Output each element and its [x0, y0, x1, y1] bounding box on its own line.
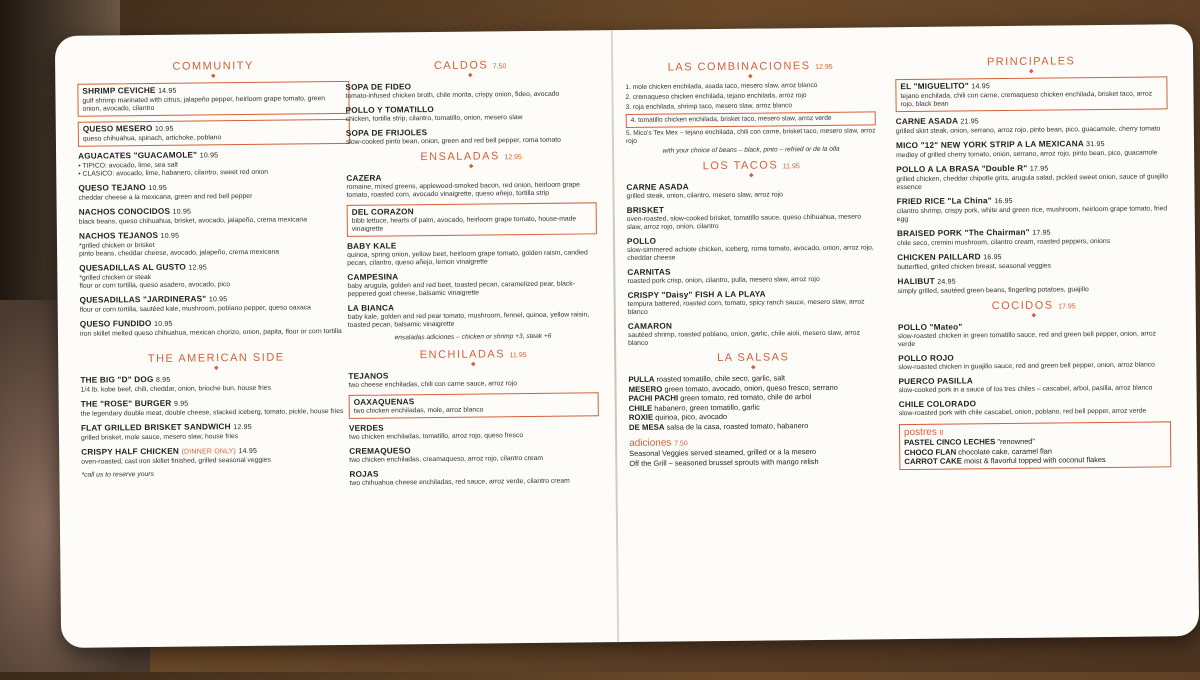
- cocidos-list: [898, 320, 1171, 418]
- menu-item: [79, 261, 351, 291]
- item-description: slow-roasted chicken in guajillo sauce, red and green bell pepper, onion, arroz blanco: [898, 361, 1155, 372]
- item-description: quinoa, spring onion, yellow beet, heirloom grape tomato, golden raisin, candied pecan, cilantro, queso añejo, lemon vinaigrette: [347, 249, 588, 267]
- item-description: bibb lettuce, hearts of palm, avocado, heirloom grape tomato, house-made vinaigrette: [351, 215, 577, 233]
- item-description: medley of grilled cherry tomato, onion, serrano, arroz rojo, pinto bean, pico, guacamole: [896, 149, 1158, 160]
- caldos-list: [345, 80, 596, 147]
- item-name-text: NACHOS TEJANOS: [78, 230, 159, 241]
- item-description: chicken, tortilla strip, cilantro, tomatillo, onion, mesero slaw: [345, 114, 523, 123]
- item-name-text: ROJAS: [349, 469, 379, 479]
- item-description: tempura battered, roasted corn, tomato, spicy ranch sauce, mesero slaw, arroz blanco: [627, 298, 865, 316]
- item-name-text: CHICKEN PAILLARD: [897, 252, 981, 263]
- item-description: roasted pork crisp, onion, cilantro, pulla, mesero slaw, arroz rojo: [627, 275, 820, 285]
- principales-list: [895, 76, 1169, 296]
- item-price: 14.95: [971, 83, 990, 91]
- item-name-text: CHILE COLORADO: [898, 399, 977, 410]
- section-ornament: ◆: [1028, 68, 1034, 75]
- item-description: grilled steak, onion, cilantro, mesero slaw, arroz rojo: [626, 191, 783, 200]
- item-name-text: FRIED RICE "La China": [896, 196, 992, 207]
- item-description: romaine, mixed greens, applewood-smoked bacon, red onion, heirloom grape tomato, roasted corn, avocado vinaigrette, queso añejo, tortilla strip: [346, 181, 580, 199]
- item-description: grilled brisket, mole sauce, mesero slaw, house fries: [81, 433, 239, 442]
- section-ornament: ◆: [468, 163, 474, 170]
- item-description: queso chihuahua, spinach, artichoke, poblano: [82, 134, 222, 143]
- menu-fold: [611, 30, 619, 642]
- combination-item: 3. roja enchilada, shrimp taco, mesero slaw, arroz blanco: [625, 102, 793, 112]
- item-name-text: CARNITAS: [627, 267, 671, 277]
- item-description: chocolate cake, caramel flan: [958, 446, 1052, 457]
- item-name-text: SHRIMP CEVICHE: [82, 85, 156, 96]
- postres-box: [899, 421, 1171, 469]
- item-name-text: CAMPESINA: [347, 272, 399, 282]
- item-price: 10.95: [172, 208, 192, 216]
- item-name-text: CRISPY HALF CHICKEN: [81, 446, 180, 457]
- item-name-text: QUESO MESERO: [82, 123, 153, 134]
- section-title-ensaladas: ENSALADAS 12.95: [420, 150, 522, 164]
- item-price: 10.95: [160, 232, 180, 240]
- menu-item: [627, 265, 877, 286]
- section-ornament: ◆: [748, 172, 754, 179]
- item-name: PASTEL CINCO LECHES: [904, 437, 996, 448]
- column-community: [77, 59, 355, 674]
- section-ornament: ◆: [1031, 312, 1037, 319]
- item-description: two chicken enchiladas, tomatillo, arroz rojo, queso fresco: [349, 432, 524, 441]
- section-ornament: ◆: [470, 361, 476, 368]
- item-description: baby kale, golden and red pear tomato, mushroom, fennel, quinoa, yellow raisin, toasted pecan, balsamic vinaigrette: [347, 311, 590, 329]
- section-title-community: COMMUNITY: [172, 59, 254, 73]
- menu-item: [80, 373, 352, 395]
- section-ornament: ◆: [750, 364, 756, 371]
- postres-title: postres 8: [903, 426, 944, 439]
- item-name-text: AGUACATES "GUACAMOLE": [78, 150, 198, 161]
- menu-item: [347, 239, 597, 268]
- section-ornament: ◆: [213, 365, 219, 372]
- section-title-combinaciones: LAS COMBINACIONES 12.95: [667, 60, 833, 74]
- menu-item: [348, 301, 598, 330]
- item-name-text: POLLO "Mateo": [897, 322, 963, 333]
- item-description: "renowned": [997, 436, 1036, 447]
- menu-item: [77, 81, 349, 117]
- item-name-text: OAXAQUENAS: [353, 397, 415, 407]
- item-name-text: TEJANOS: [348, 371, 389, 381]
- item-description: 1/4 lb. kobe beef, chili, cheddar, onion, brioche bun, house fries: [80, 384, 272, 394]
- item-description: grilled skirt steak, onion, serrano, arroz rojo, pinto bean, pico, guacamole, cherry tomato: [895, 125, 1161, 136]
- menu-item: [348, 369, 598, 390]
- column-combinaciones: [625, 59, 881, 674]
- item-description: oven-roasted, cast iron skillet finished, grilled seasonal veggies: [81, 456, 271, 466]
- item-name-text: POLLO ROJO: [898, 353, 954, 364]
- menu-item: [896, 114, 1168, 136]
- item-name-text: CREMAQUESO: [349, 446, 411, 456]
- item-description: two cheese enchiladas, chili con carne sauce, arroz rojo: [348, 380, 518, 389]
- item-price: 10.95: [148, 184, 167, 193]
- item-description: chile seco, cremini mushroom, cilantro cream, roasted peppers, onions: [897, 237, 1111, 248]
- menu-item: [78, 149, 350, 179]
- item-name-text: VERDES: [348, 423, 384, 433]
- section-title-caldos: CALDOS 7.50: [433, 59, 507, 73]
- menu-line-item: [904, 454, 1166, 466]
- item-price: 10.95: [154, 320, 173, 328]
- item-name-text: BRISKET: [626, 205, 665, 215]
- community-list: [77, 81, 352, 339]
- salsas-list: [628, 372, 879, 432]
- item-description: black beans, queso chihuahua, brisket, avocado, jalapeño, crema mexicana: [78, 216, 308, 226]
- item-price: 10.95: [208, 296, 228, 304]
- item-description: green tomato, red tomato, chile de arbol: [680, 392, 812, 403]
- menu-item: [898, 351, 1170, 372]
- menu-item: [896, 138, 1168, 160]
- item-name-text: CARNE ASADA: [895, 116, 958, 127]
- item-name-text: HALIBUT: [897, 276, 935, 287]
- item-name-text: QUESO TEJANO: [78, 183, 146, 193]
- section-ornament: ◆: [467, 72, 473, 79]
- item-price: 14.95: [158, 87, 177, 95]
- item-name-text: THE BIG "D" DOG: [80, 374, 154, 385]
- item-price: 9.95: [173, 400, 189, 408]
- section-ornament: ◆: [747, 73, 753, 80]
- menu-item: [79, 205, 351, 227]
- section-title-salsas: LA SALSAS: [717, 351, 790, 365]
- item-description: iron skillet melted queso chihuahua, mexican chorizo, onion, papita, flour or corn tortilla: [79, 327, 342, 338]
- menu-item: [626, 180, 876, 201]
- item-description: tomato-infused chicken broth, chile morita, crispy onion, fideo, avocado: [345, 90, 560, 100]
- item-description: roasted tomatillo, chile seco, garlic, salt: [656, 373, 786, 384]
- item-name-text: FLAT GRILLED BRISKET SANDWICH: [80, 422, 231, 433]
- item-description: tejano enchilada, chili con carne, cremaqueso chicken enchilada, brisket taco, arroz rojo, black bean: [900, 90, 1153, 109]
- menu-item: [79, 229, 351, 259]
- section-title-american: THE AMERICAN SIDE: [147, 351, 285, 366]
- item-name: CHILE: [628, 403, 653, 413]
- item-price: 24.95: [937, 278, 956, 286]
- menu-item: [349, 421, 599, 442]
- item-name: PACHI PACHI: [628, 393, 679, 403]
- enchiladas-list: [348, 369, 599, 488]
- item-name-text: CRISPY "Daisy" FISH A LA PLAYA: [627, 289, 766, 300]
- item-name-text: CAZERA: [346, 173, 382, 183]
- item-description: two chicken enchiladas, creamaqueso, arroz rojo, cilantro cream: [349, 454, 544, 464]
- menu-item: [349, 467, 599, 488]
- item-description: *grilled chicken or steak flour or corn tortilla, queso asadero, avocado, pico: [79, 273, 231, 290]
- item-name-text: POLLO A LA BRASA "Double R": [896, 163, 1028, 175]
- item-name-text: CARNE ASADA: [626, 182, 689, 192]
- menu-item: [628, 288, 878, 317]
- item-description: gulf shrimp marinated with citrus, jalapeño pepper, heirloom grape tomato, green onion, avocado, cilantro: [82, 95, 326, 113]
- item-name: ROXIE: [628, 412, 654, 422]
- column-principales: [895, 54, 1173, 669]
- item-name-text: LA BIANCA: [347, 303, 395, 313]
- item-description: habanero, green tomatillo, garlic: [654, 402, 760, 413]
- menu-item: [349, 444, 599, 465]
- combinaciones-list: [625, 81, 876, 146]
- ensaladas-note: ensaladas adiciones – chicken or shrimp +3, steak +6: [394, 332, 552, 342]
- item-price: 16.95: [994, 197, 1013, 206]
- item-price: 10.95: [199, 152, 219, 160]
- item-description: slow-roasted pork with chile cascabel, onion, poblano, red bell pepper, arroz verde: [898, 407, 1147, 418]
- item-description: moist & flavorful topped with coconut flakes: [963, 454, 1106, 466]
- section-ornament: ◆: [210, 73, 216, 80]
- section-title-principales: PRINCIPALES: [986, 55, 1076, 69]
- menu-item: [897, 194, 1169, 224]
- item-name-text: POLLO Y TOMATILLO: [345, 105, 434, 115]
- menu-item: [80, 317, 352, 339]
- item-description: cilantro shrimp, crispy pork, white and green rice, mushroom, heirloom grape tomato, fried egg: [896, 205, 1168, 224]
- item-price: 12.95: [188, 264, 207, 272]
- item-description: grilled chicken, cheddar chipotle grits, arugula salad, pickled sweet onion, sauce of guajillo essence: [896, 173, 1169, 192]
- item-tag: (DINNER ONLY): [181, 448, 237, 456]
- tacos-list: [626, 180, 878, 348]
- menu-item: [897, 226, 1169, 248]
- menu-item: [81, 445, 353, 467]
- item-description: sautéed shrimp, roasted poblano, onion, garlic, chile aioli, mesero slaw, arroz blanco: [627, 329, 861, 347]
- postres-list: [904, 435, 1166, 466]
- combinaciones-note: with your choice of beans – black, pinto – refried or de la olla: [662, 145, 840, 155]
- item-name: DE MESA: [628, 422, 665, 432]
- menu-item: [899, 397, 1171, 418]
- menu-item: [628, 319, 878, 348]
- item-description: quinoa, pico, avocado: [655, 411, 728, 422]
- item-name-text: SOPA DE FRIJOLES: [345, 128, 428, 138]
- menu-item: [81, 421, 353, 443]
- item-price: 8.95: [155, 376, 171, 384]
- item-description: slow-cooked pork in a sauce of los tres chiles – cascabel, arbol, pasilla, arroz blanco: [898, 384, 1153, 395]
- menu-card: [55, 24, 1199, 648]
- item-name-text: BABY KALE: [346, 241, 397, 251]
- item-description: the legendary double meat, double cheese, stacked iceberg, tomato, pickle, house fries: [80, 407, 344, 418]
- item-name-text: BRAISED PORK "The Chairman": [896, 227, 1030, 239]
- combination-item: 1. mole chicken enchilada, asada taco, mesero slaw, arroz blanco: [625, 81, 818, 92]
- item-name-text: SOPA DE FIDEO: [345, 82, 412, 92]
- menu-item: [80, 293, 352, 315]
- item-description: slow-roasted chicken in green tomatillo sauce, red and green bell pepper, onion, arroz verde: [897, 330, 1157, 349]
- item-name: CHOCO FLAN: [904, 447, 957, 457]
- item-name-text: MICO "12" NEW YORK STRIP A LA MEXICANA: [895, 139, 1084, 151]
- menu-item: [627, 203, 877, 232]
- menu-item: [347, 270, 597, 299]
- item-description: • TIPICO: avocado, lime, sea salt • CLASICO: avocado, lime, habanero, cilantro, sweet red onion: [78, 161, 269, 178]
- item-name-text: QUESADILLAS AL GUSTO: [79, 262, 186, 273]
- menu-item: [897, 274, 1169, 296]
- item-name-text: EL "MIGUELITO": [900, 81, 969, 92]
- item-name-text: DEL CORAZON: [351, 207, 414, 217]
- ensaladas-list: [346, 171, 598, 330]
- combination-item: 4. tomatillo chicken enchilada, brisket taco, mesero slaw, arroz verde: [626, 111, 876, 128]
- menu-item: [349, 392, 599, 419]
- item-description: green tomato, avocado, onion, queso fresco, serrano: [664, 382, 838, 394]
- item-price: 16.95: [983, 254, 1002, 262]
- item-price: 21.95: [960, 118, 979, 126]
- item-price: 17.95: [1032, 229, 1051, 237]
- menu-item: [896, 162, 1168, 192]
- item-description: salsa de la casa, roasted tomato, habanero: [666, 420, 809, 432]
- item-description: cheddar cheese a la mexicana, green and red bell pepper: [78, 192, 253, 202]
- menu-item: [898, 374, 1170, 395]
- menu-item: [346, 171, 596, 200]
- item-name-text: CAMARON: [627, 321, 673, 331]
- item-description: two chihuahua cheese enchiladas, red sauce, arroz verde, cilantro cream: [349, 477, 570, 487]
- item-price: 10.95: [154, 125, 174, 133]
- item-description: baby arugula, golden and red beet, toasted pecan, caramelized pear, black-peppered goat cheese, balsamic vinaigrette: [347, 280, 575, 298]
- menu-item: [345, 80, 595, 101]
- section-title-tacos: LOS TACOS 11.95: [702, 159, 800, 173]
- american-note: *call us to reserve yours: [81, 470, 154, 479]
- menu-item: [78, 181, 350, 203]
- menu-item: [627, 234, 877, 263]
- adiciones-line-1: Seasonal Veggies served steamed, grilled or a la mesero: [629, 447, 817, 458]
- adiciones-line-2: Off the Grill – seasoned brussel sprouts with mango relish: [629, 456, 819, 468]
- item-name: CARROT CAKE: [904, 456, 962, 467]
- item-price: 31.95: [1086, 140, 1105, 149]
- menu-item: [81, 397, 353, 419]
- combination-item: 5. Mico's Tex Mex – tejano enchilada, chili con carne, brisket taco, mesero slaw, arroz rojo: [625, 127, 876, 145]
- item-description: two chicken enchiladas, mole, arroz blanco: [353, 406, 484, 415]
- item-name: MESERO: [628, 384, 663, 394]
- menu-item: [897, 250, 1169, 272]
- item-description: simply grilled, sautéed green beans, fingerling potatoes, guajillo: [897, 286, 1089, 296]
- item-price: 17.95: [1029, 165, 1049, 173]
- item-name-text: THE "ROSE" BURGER: [80, 398, 172, 409]
- adiciones-title: adiciones 7.50: [629, 437, 688, 449]
- item-description: slow-cooked pinto bean, onion, green and red bell pepper, roma tomato: [345, 136, 561, 146]
- menu-item: [347, 202, 597, 237]
- section-title-cocidos: COCIDOS 17.95: [991, 299, 1076, 313]
- item-description: oven-roasted, slow-cooked brisket, tomatillo sauce, queso chihuahua, mesero slaw, arroz rojo, onion, cilantro: [626, 213, 862, 231]
- menu-item: [346, 126, 596, 147]
- section-title-enchiladas: ENCHILADAS 11.95: [419, 348, 527, 362]
- combination-item: 2. cremaqueso chicken enchilada, tejano enchilada, arroz rojo: [625, 92, 807, 102]
- menu-item: [346, 103, 596, 124]
- column-caldos: [345, 58, 601, 673]
- item-name-text: QUESO FUNDIDO: [79, 318, 152, 329]
- item-name-text: QUESADILLAS "JARDINERAS": [79, 294, 207, 305]
- item-description: butterflied, grilled chicken breast, seasonal veggies: [897, 262, 1052, 272]
- item-price: 14.95: [238, 447, 258, 456]
- item-name-text: PUERCO PASILLA: [898, 376, 974, 387]
- item-description: *grilled chicken or brisket pinto beans, cheddar cheese, avocado, jalapeño, crema mexicana: [78, 241, 280, 258]
- item-description: flour or corn tortilla, sautéed kale, mushroom, poblano pepper, queso oaxaca: [79, 304, 311, 314]
- item-description: slow-simmered achiote chicken, iceberg, roma tomato, avocado, onion, arroz rojo, cheddar cheese: [627, 244, 874, 262]
- menu-item: [898, 320, 1170, 349]
- item-price: 12.95: [233, 423, 252, 432]
- menu-item: [895, 76, 1167, 112]
- item-name: PULLA: [628, 374, 655, 384]
- item-name-text: NACHOS CONOCIDOS: [78, 206, 171, 217]
- american-list: [80, 373, 353, 467]
- item-name-text: POLLO: [626, 236, 657, 246]
- menu-item: [78, 119, 350, 147]
